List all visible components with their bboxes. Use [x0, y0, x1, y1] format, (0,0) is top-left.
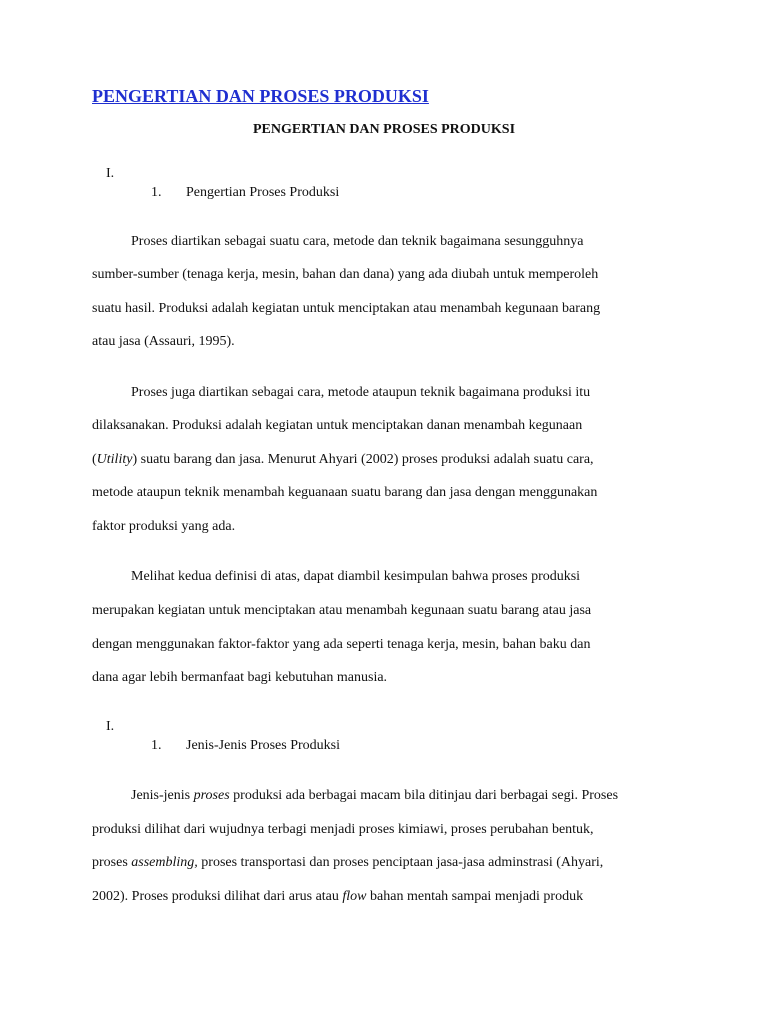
- section-1-roman-numeral: I.: [106, 166, 115, 181]
- paragraph-2-line-4: metode ataupun teknik menambah keguanaan suatu barang dan jasa dengan menggunakan: [92, 485, 598, 500]
- paragraph-2-line-3-italic: Utility: [96, 452, 133, 467]
- paragraph-1-line-2: sumber-sumber (tenaga kerja, mesin, bahan dan dana) yang ada diubah untuk memperoleh: [92, 267, 599, 282]
- paragraph-4-line-3-post: proses transportasi dan proses penciptaan jasa-jasa adminstrasi (Ahyari,: [197, 855, 604, 870]
- document-title-link[interactable]: PENGERTIAN DAN PROSES PRODUKSI: [92, 86, 429, 106]
- paragraph-2-line-3: [92, 451, 594, 469]
- paragraph-2-line-5: faktor produksi yang ada.: [92, 519, 236, 534]
- paragraph-2-line-2: dilaksanakan. Produksi adalah kegiatan untuk menciptakan danan menambah kegunaan: [92, 418, 583, 433]
- paragraph-4-line-4-post: bahan mentah sampai menjadi produk: [366, 889, 584, 904]
- paragraph-1-line-1: Proses diartikan sebagai suatu cara, metode dan teknik bagaimana sesungguhnya: [131, 234, 584, 249]
- paragraph-4-line-4: [92, 888, 583, 906]
- paragraph-4-line-4-pre: 2002). Proses produksi dilihat dari arus atau: [92, 889, 343, 904]
- paragraph-4-line-1-post: produksi ada berbagai macam bila ditinjau dari berbagai segi. Proses: [229, 788, 619, 803]
- paragraph-4-line-3-italic: assembling,: [131, 855, 198, 870]
- paragraph-4-line-1: [131, 787, 618, 805]
- section-2-roman-numeral: I.: [106, 719, 115, 734]
- paragraph-4-line-1-italic: proses: [193, 788, 230, 803]
- paragraph-3-line-2: merupakan kegiatan untuk menciptakan atau menambah kegunaan suatu barang atau jasa: [92, 603, 592, 618]
- section-1-heading: Pengertian Proses Produksi: [186, 185, 340, 200]
- paragraph-2-line-3-pre: (: [92, 452, 97, 467]
- paragraph-3-line-3: dengan menggunakan faktor-faktor yang ada seperti tenaga kerja, mesin, bahan baku dan: [92, 637, 591, 652]
- paragraph-4-line-1-pre: Jenis-jenis: [131, 788, 194, 803]
- paragraph-3-line-4: dana agar lebih bermanfaat bagi kebutuhan manusia.: [92, 670, 388, 685]
- document-title: PENGERTIAN DAN PROSES PRODUKSI: [252, 122, 516, 137]
- paragraph-4-line-3: [92, 854, 603, 872]
- paragraph-4-line-3-pre: proses: [92, 855, 132, 870]
- section-2-number: 1.: [151, 738, 162, 753]
- paragraph-2-line-1: Proses juga diartikan sebagai cara, metode ataupun teknik bagaimana produksi itu: [131, 385, 591, 400]
- paragraph-3-line-1: Melihat kedua definisi di atas, dapat diambil kesimpulan bahwa proses produksi: [131, 569, 581, 584]
- section-1-number: 1.: [151, 185, 162, 200]
- paragraph-1-line-3: suatu hasil. Produksi adalah kegiatan untuk menciptakan atau menambah kegunaan barang: [92, 301, 601, 316]
- section-2-heading: Jenis-Jenis Proses Produksi: [186, 738, 341, 753]
- paragraph-4-line-2: produksi dilihat dari wujudnya terbagi menjadi proses kimiawi, proses perubahan bentuk,: [92, 822, 594, 837]
- paragraph-4-line-4-italic: flow: [342, 889, 367, 904]
- paragraph-1-line-4: atau jasa (Assauri, 1995).: [92, 334, 235, 349]
- paragraph-2-line-3-post: ) suatu barang dan jasa. Menurut Ahyari (2002) proses produksi adalah suatu cara,: [132, 452, 594, 467]
